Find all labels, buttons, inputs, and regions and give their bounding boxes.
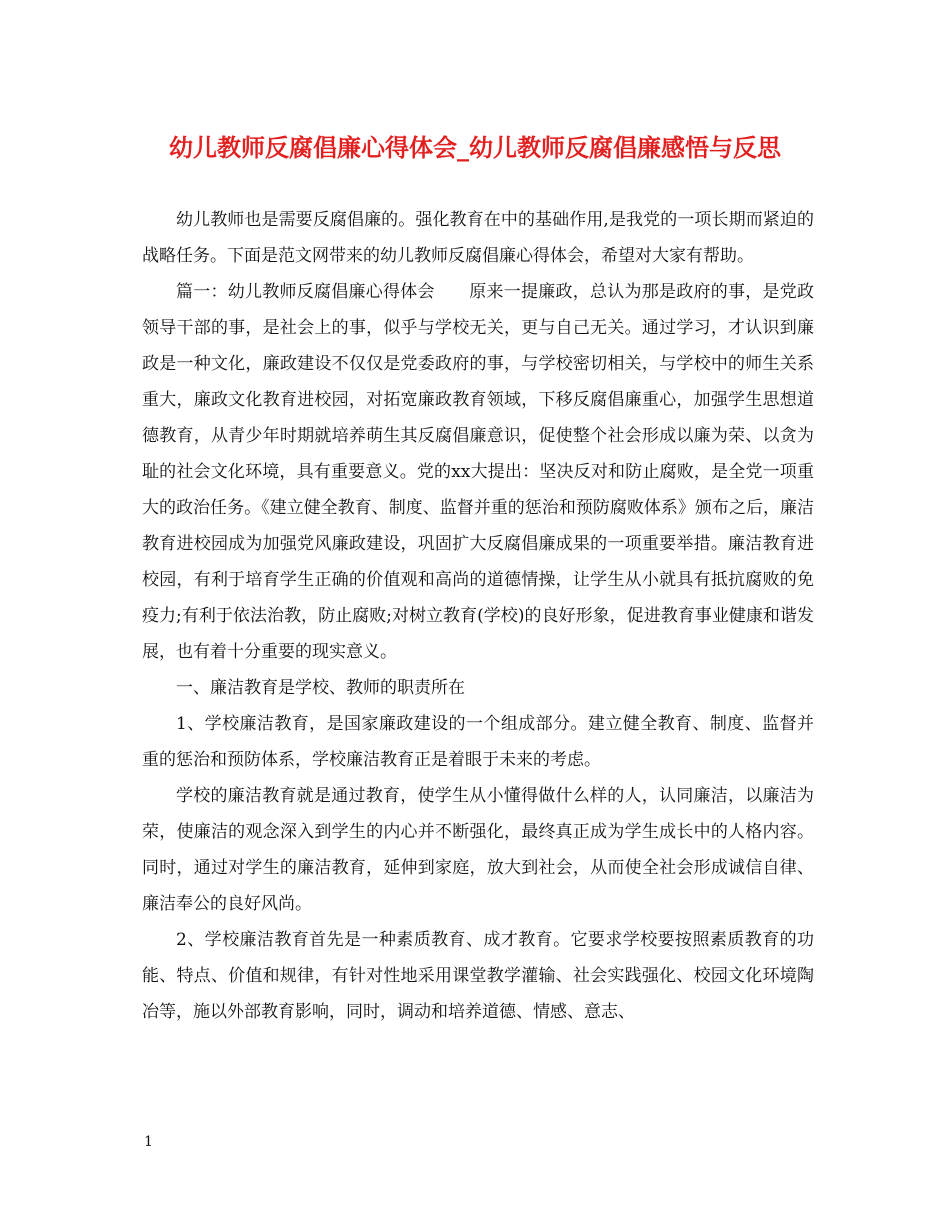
paragraph-point-one: 1、学校廉洁教育，是国家廉政建设的一个组成部分。建立健全教育、制度、监督并重的惩治和预防体系，学校廉洁教育正是着眼于未来的考虑。 (142, 714, 814, 770)
paragraph-part-one: 篇一：幼儿教师反腐倡廉心得体会 原来一提廉政，总认为那是政府的事，是党政领导干部的事，是社会上的事，似乎与学校无关，更与自己无关。通过学习，才认识到廉政是一种文化，廉政建设不仅仅是党委政府的事，与学校密切相关，与学校中的师生关系重大，廉政文化教育进校园，对拓宽廉政教育领域，下移反腐倡廉重心，加强学生思想道德教育，从青少年时期就培养萌生其反腐倡廉意识，促使整个社会形成以廉为荣、以贪为耻的社会文化环境，具有重要意义。党的xx大提出：坚决反对和防止腐败，是全党一项重大的政治任务。《建立健全教育、制度、监督并重的惩治和预防腐败体系》颁布之后，廉洁教育进校园成为加强党风廉政建设，巩固扩大反腐倡廉成果的一项重要举措。廉洁教育进校园，有利于培育学生正确的价值观和高尚的道德情操，让学生从小就具有抵抗腐败的免疫力;有利于依法治教，防止腐败;对树立教育(学校)的良好形象，促进教育事业健康和谐发展，也有着十分重要的现实意义。 (142, 282, 814, 662)
paragraph-intro: 幼儿教师也是需要反腐倡廉的。强化教育在中的基础作用,是我党的一项长期而紧迫的战略任务。下面是范文网带来的幼儿教师反腐倡廉心得体会，希望对大家有帮助。 (142, 210, 814, 266)
document-title: 幼儿教师反腐倡廉心得体会_幼儿教师反腐倡廉感悟与反思 (169, 133, 781, 162)
page-number: 1 (144, 1134, 153, 1150)
section-heading-one: 一、廉洁教育是学校、教师的职责所在 (176, 678, 465, 698)
paragraph-school-education: 学校的廉洁教育就是通过教育，使学生从小懂得做什么样的人，认同廉洁，以廉洁为荣，使廉洁的观念深入到学生的内心并不断强化，最终真正成为学生成长中的人格内容。同时，通过对学生的廉洁教育，延伸到家庭，放大到社会，从而使全社会形成诚信自律、廉洁奉公的良好风尚。 (142, 786, 814, 914)
paragraph-point-two: 2、学校廉洁教育首先是一种素质教育、成才教育。它要求学校要按照素质教育的功能、特点、价值和规律，有针对性地采用课堂教学灌输、社会实践强化、校园文化环境陶冶等，施以外部教育影响，同时，调动和培养道德、情感、意志、 (142, 930, 814, 1022)
document-body (142, 202, 814, 1030)
